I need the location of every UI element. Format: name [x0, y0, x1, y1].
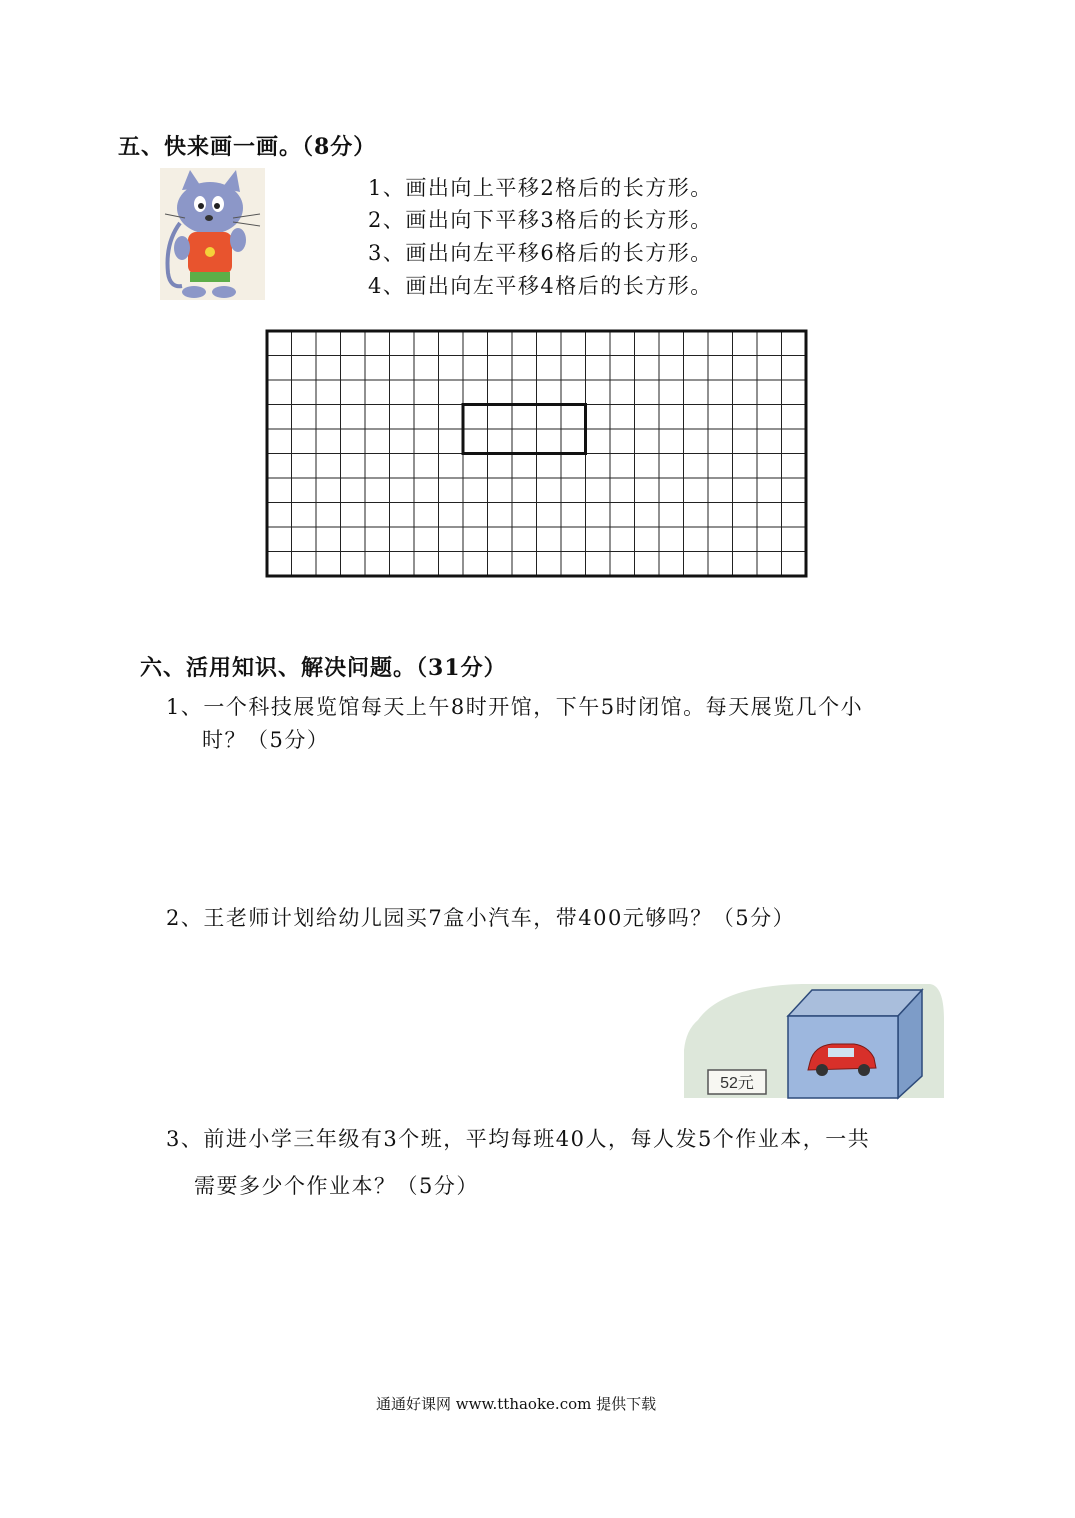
instruction-1: 1、画出向上平移2格后的长方形。 [368, 176, 713, 200]
section6-heading: 六、活用知识、解决问题。（31分） [140, 655, 507, 681]
section5-heading: 五、快来画一画。（8分） [118, 134, 377, 160]
instruction-4: 4、画出向左平移4格后的长方形。 [368, 274, 713, 298]
question-1-line-1: 1、一个科技展览馆每天上午8时开馆，下午5时闭馆。每天展览几个小 [166, 695, 864, 719]
question-3-line-2: 需要多少个作业本？（5分） [194, 1174, 479, 1198]
toy-car-box-illustration [682, 980, 946, 1104]
drawing-grid[interactable] [265, 329, 808, 578]
instruction-2: 2、画出向下平移3格后的长方形。 [368, 208, 713, 232]
question-1-line-2: 时？（5分） [202, 728, 330, 752]
question-3-line-1: 3、前进小学三年级有3个班，平均每班40人，每人发5个作业本，一共 [166, 1127, 871, 1151]
cartoon-cat-illustration [160, 168, 265, 300]
question-2: 2、王老师计划给幼儿园买7盒小汽车，带400元够吗？（5分） [166, 906, 796, 930]
price-tag: 52元 [720, 1075, 754, 1092]
footer-text: 通通好课网 www.tthaoke.com 提供下载 [376, 1395, 657, 1413]
instruction-3: 3、画出向左平移6格后的长方形。 [368, 241, 713, 265]
